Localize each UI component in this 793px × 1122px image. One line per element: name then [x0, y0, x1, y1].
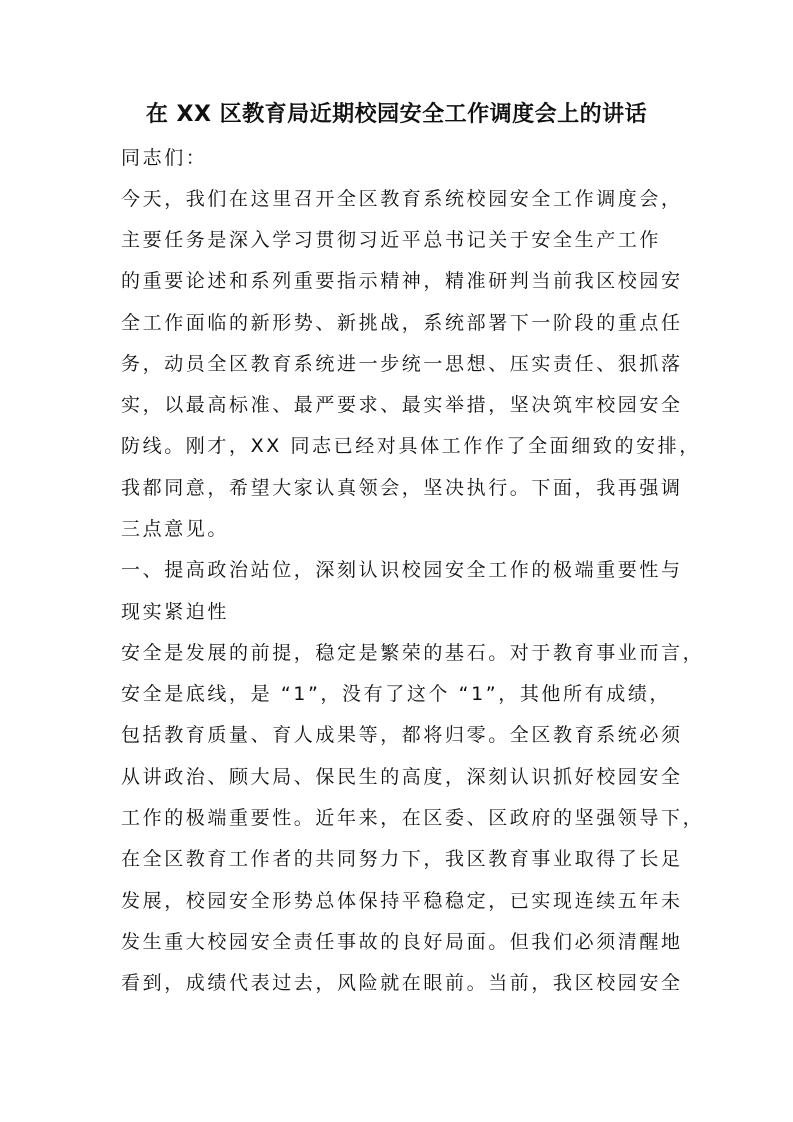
- body-line: 在全区教育工作者的共同努力下，我区教育事业取得了长足: [121, 848, 683, 870]
- body-line: 安全是发展的前提，稳定是繁荣的基石。对于教育事业而言，: [121, 642, 705, 664]
- body-line: 的重要论述和系列重要指示精神，精准研判当前我区校园安: [121, 270, 683, 292]
- section-heading: 现实紧迫性: [121, 601, 230, 623]
- body-line: 实，以最高标准、最严要求、最实举措，坚决筑牢校园安全: [121, 394, 683, 416]
- body-line: 今天，我们在这里召开全区教育系统校园安全工作调度会，: [121, 188, 683, 210]
- body-line: 包括教育质量、育人成果等，都将归零。全区教育系统必须: [121, 724, 683, 746]
- body-line: 主要任务是深入学习贯彻习近平总书记关于安全生产工作: [121, 229, 662, 251]
- body-line: 我都同意，希望大家认真领会，坚决执行。下面，我再强调: [121, 477, 683, 499]
- body-line: 看到，成绩代表过去，风险就在眼前。当前，我区校园安全: [121, 972, 683, 994]
- body-line: 发展，校园安全形势总体保持平稳稳定，已实现连续五年未: [121, 890, 683, 912]
- body-line: 全工作面临的新形势、新挑战，系统部署下一阶段的重点任: [121, 312, 683, 334]
- body-line: 从讲政治、顾大局、保民生的高度，深刻认识抓好校园安全: [121, 766, 683, 788]
- body-line: 发生重大校园安全责任事故的良好局面。但我们必须清醒地: [121, 931, 683, 953]
- body-line: 安全是底线，是 “1”，没有了这个 “1”，其他所有成绩，: [121, 683, 672, 705]
- section-heading: 一、提高政治站位，深刻认识校园安全工作的极端重要性与: [121, 559, 683, 581]
- body-line: 防线。刚才，XX 同志已经对具体工作作了全面细致的安排，: [121, 435, 701, 457]
- body-line: 工作的极端重要性。近年来，在区委、区政府的坚强领导下，: [121, 807, 705, 829]
- document-title: 在 XX 区教育局近期校园安全工作调度会上的讲话: [145, 102, 648, 127]
- body-line: 三点意见。: [121, 518, 230, 540]
- body-line: 务，动员全区教育系统进一步统一思想、压实责任、狠抓落: [121, 353, 683, 375]
- salutation: 同志们：: [121, 147, 208, 169]
